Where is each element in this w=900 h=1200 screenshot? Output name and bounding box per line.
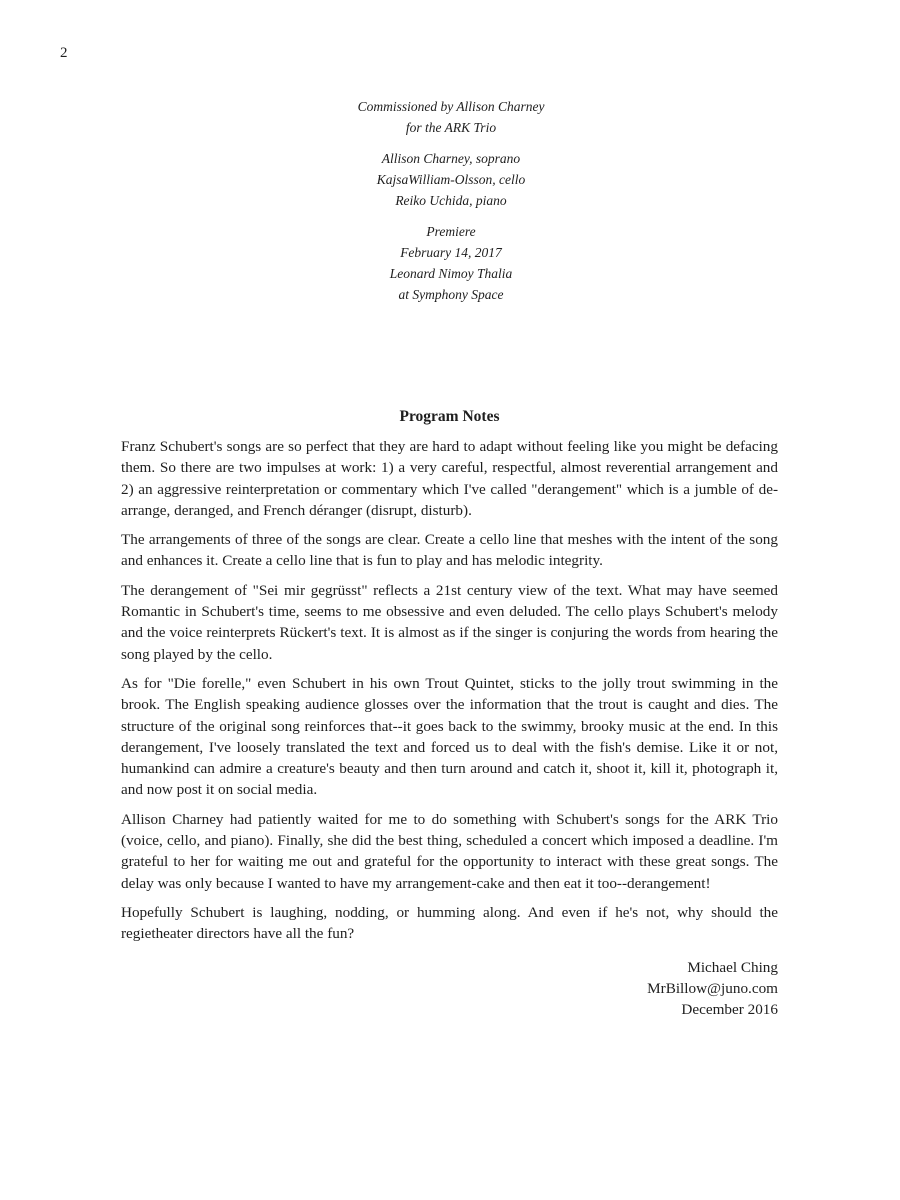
signature-block — [121, 957, 778, 1020]
credits-block — [250, 96, 652, 315]
program-notes — [121, 406, 778, 1020]
notes-paragraph: Allison Charney had patiently waited for me to do something with Schubert's songs for the ARK Trio (voice, cello, and piano). Finally, she did the best thing, scheduled a concert which imposed a deadline. I'm grateful to her for waiting me out and grateful for the opportunity to interact with these great songs. The delay was only because I wanted to have my arrangement-cake and then eat it too--derangement! — [121, 810, 778, 892]
notes-paragraph: The arrangements of three of the songs are clear. Create a cello line that meshes with the intent of the song and enhances it. Create a cello line that is fun to play and has melodic integrity. — [121, 531, 778, 570]
signature-email: MrBillow@juno.com — [647, 979, 778, 997]
premiere-location: at Symphony Space — [398, 287, 504, 302]
notes-paragraph: As for "Die forelle," even Schubert in his own Trout Quintet, sticks to the jolly trout swimming in the brook. The English speaking audience glosses over the information that the trout is caught and dies. The structure of the original song reinforces that--it goes back to the swimmy, brooky music at the end. In this derangement, I've loosely translated the text and forced us to deal with the fish's demise. Like it or not, humankind can admire a creature's beauty and then turn around and catch it, shoot it, kill it, photograph it, and now post it on social media. — [121, 674, 778, 799]
performer-soprano: Allison Charney, soprano — [381, 151, 521, 166]
performer-piano: Reiko Uchida, piano — [395, 193, 507, 208]
premiere-info — [250, 221, 652, 305]
notes-paragraph: Franz Schubert's songs are so perfect that they are hard to adapt without feeling like you might be defacing them. So there are two impulses at work: 1) a very careful, respectful, almost reverential arrangement and 2) an aggressive reinterpretation or commentary which I've called "derangement" which is a jumble of de-arrange, deranged, and French déranger (disrupt, disturb). — [121, 438, 778, 519]
signature-name: Michael Ching — [687, 958, 778, 976]
commission-ensemble: for the ARK Trio — [405, 120, 497, 135]
notes-paragraph: Hopefully Schubert is laughing, nodding, or humming along. And even if he's not, why should the regietheater directors have all the fun? — [121, 903, 778, 943]
premiere-date: February 14, 2017 — [400, 245, 502, 260]
commission-line: Commissioned by Allison Charney — [357, 99, 545, 114]
commission-info — [250, 96, 652, 138]
program-notes-title: Program Notes — [399, 408, 500, 425]
page-number: 2 — [60, 45, 68, 61]
performer-cello: KajsaWilliam-Olsson, cello — [376, 172, 526, 187]
notes-paragraph: The derangement of "Sei mir gegrüsst" reflects a 21st century view of the text. What may have seemed Romantic in Schubert's time, seems to me obsessive and even deluded. The cello plays Schubert's melody and the voice reinterprets Rückert's text. It is almost as if the singer is conjuring the words from hearing the song played by the cello. — [121, 581, 778, 663]
performers-list — [250, 148, 652, 211]
premiere-venue: Leonard Nimoy Thalia — [389, 266, 513, 281]
premiere-label: Premiere — [426, 224, 476, 239]
signature-date: December 2016 — [681, 1000, 778, 1018]
